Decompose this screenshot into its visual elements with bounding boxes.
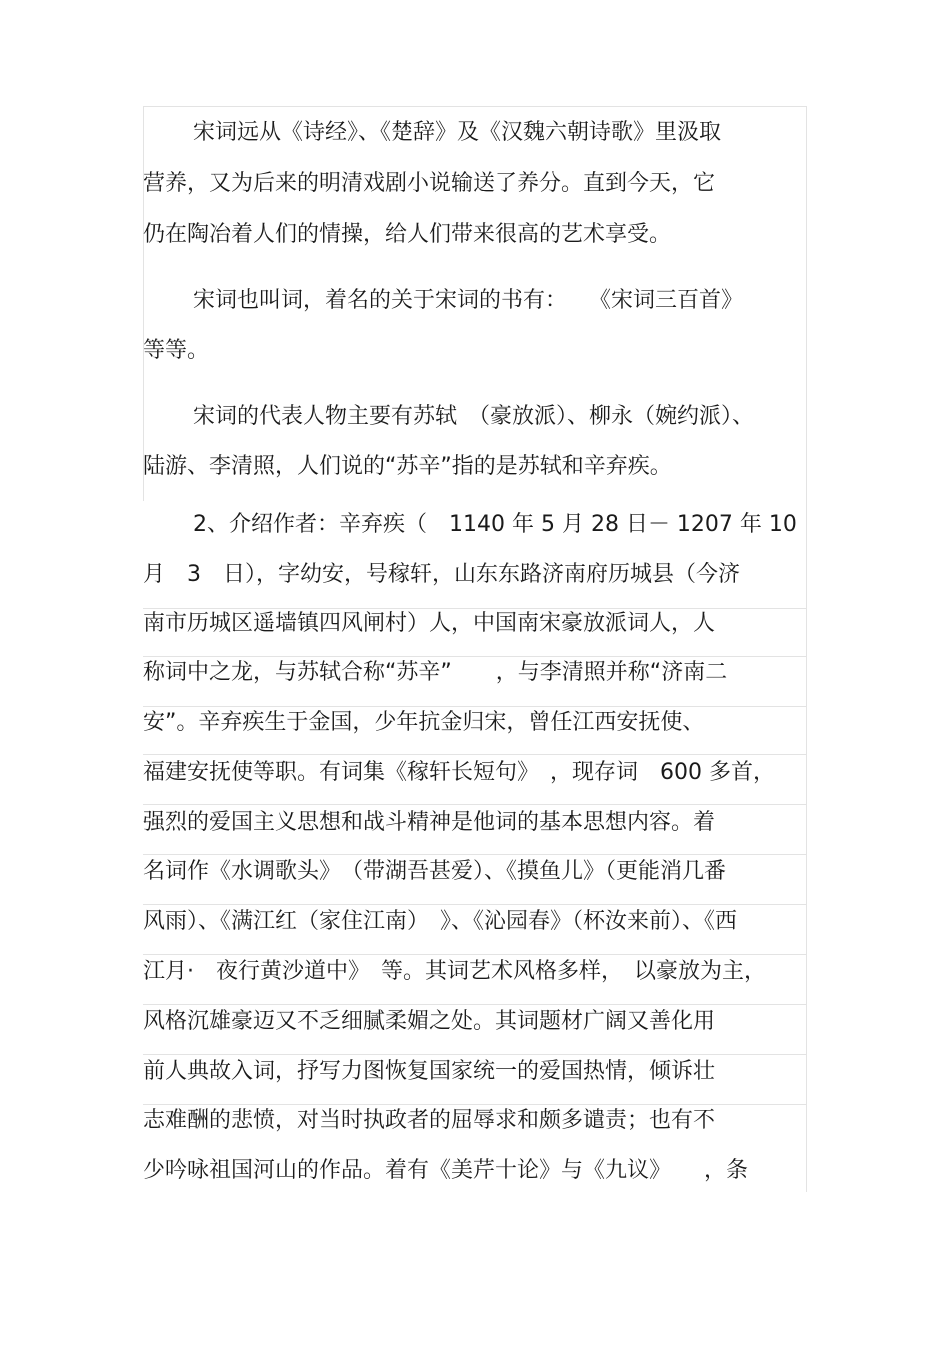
- paragraph-1-line: 宋词远从《诗经》、《楚辞》及《汉魏六朝诗歌》里汲取: [193, 120, 722, 145]
- row-divider: [143, 706, 807, 707]
- paragraph-4-line: 月 3 日），字幼安，号稼轩，山东东路济南府历城县（今济: [143, 562, 740, 587]
- paragraph-1-line: 营养，又为后来的明清戏剧小说输送了养分。直到今天，它: [143, 171, 716, 196]
- paragraph-4-line: 福建安抚使等职。有词集《稼轩长短句》 ，现存词 600 多首，: [143, 760, 775, 785]
- paragraph-4-line: 南市历城区遥墙镇四风闸村）人，中国南宋豪放派词人，人: [143, 611, 716, 636]
- paragraph-2-line: 宋词也叫词，着名的关于宋词的书有： 《宋词三百首》: [193, 288, 744, 313]
- row-divider: [143, 1004, 807, 1005]
- paragraph-4-line: 江月· 夜行黄沙道中》 等。其词艺术风格多样， 以豪放为主，: [143, 959, 766, 984]
- row-divider: [143, 804, 807, 805]
- paragraph-4-line: 2、介绍作者：辛弃疾（ 1140 年 5 月 28 日－ 1207 年 10: [193, 512, 797, 537]
- row-divider: [143, 854, 807, 855]
- row-divider: [143, 1054, 807, 1055]
- paragraph-4-line: 安”。辛弃疾生于金国，少年抗金归宋，曾任江西安抚使、: [143, 710, 705, 735]
- paragraph-4-line: 风格沉雄豪迈又不乏细腻柔媚之处。其词题材广阔又善化用: [143, 1009, 716, 1034]
- row-divider: [143, 656, 807, 657]
- paragraph-4-line: 志难酬的悲愤，对当时执政者的屈辱求和颇多谴责；也有不: [143, 1108, 716, 1133]
- paragraph-4-line: 强烈的爱国主义思想和战斗精神是他词的基本思想内容。着: [143, 810, 716, 835]
- row-divider: [143, 1104, 807, 1105]
- paragraph-4-line: 名词作《水调歌头》 （带湖吾甚爱）、《摸鱼儿》（更能消几番: [143, 859, 727, 884]
- paragraph-4-line: 前人典故入词，抒写力图恢复国家统一的爱国热情，倾诉壮: [143, 1059, 716, 1084]
- paragraph-1-line: 仍在陶冶着人们的情操，给人们带来很高的艺术享受。: [143, 222, 672, 247]
- border-right: [806, 106, 807, 1192]
- paragraph-3-line: 陆游、李清照，人们说的“苏辛”指的是苏轼和辛弃疾。: [143, 454, 672, 479]
- row-divider: [143, 904, 807, 905]
- border-top: [143, 106, 807, 107]
- border-left: [143, 106, 144, 501]
- paragraph-4-line: 称词中之龙，与苏轼合称“苏辛” ，与李清照并称“济南二: [143, 660, 728, 685]
- row-divider: [143, 754, 807, 755]
- paragraph-4-line: 风雨）、《满江红（家住江南） 》、《沁园春》（杯汝来前）、《西: [143, 909, 738, 934]
- paragraph-2-line: 等等。: [143, 338, 210, 363]
- paragraph-3-line: 宋词的代表人物主要有苏轼 （豪放派）、柳永（婉约派）、: [193, 404, 755, 429]
- row-divider: [143, 954, 807, 955]
- paragraph-4-line: 少吟咏祖国河山的作品。着有《美芹十论》与《九议》 ，条: [143, 1158, 749, 1183]
